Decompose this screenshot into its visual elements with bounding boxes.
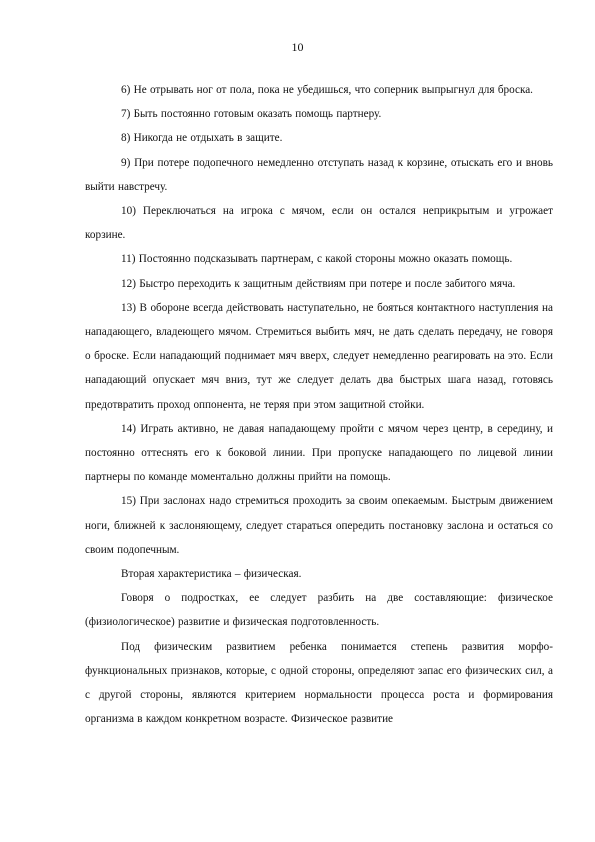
- paragraph-physical-development: Под физическим развитием ребенка понимается степень развития морфо-функциональных признаков, которые, с одной стороны, определяют запас его физических сил, а с другой стороны, являются критерием нормальности процесса роста и формирования организма в каждом конкретном возрасте. Физическое развитие: [85, 640, 553, 726]
- paragraph-teenagers: Говоря о подростках, ее следует разбить на две составляющие: физическое (физиологическое) развитие и физическая подготовленность.: [85, 592, 553, 629]
- paragraph-rule-12: 12) Быстро переходить к защитным действиям при потере и после забитого мяча.: [121, 277, 516, 290]
- paragraph-rule-15: 15) При заслонах надо стремиться проходить за своим опекаемым. Быстрым движением ноги, ближней к заслоняющему, следует стараться опередить постановку заслона и остаться со своим подопечным.: [85, 495, 553, 556]
- paragraph-rule-13: 13) В обороне всегда действовать наступательно, не бояться контактного наступления на нападающего, владеющего мячом. Стремиться выбить мяч, не дать сделать передачу, не говоря о броске. Если нападающий поднимает мяч вверх, следует немедленно реагировать на это. Если нападающий опускает мяч вниз, тут же следует делать два быстрых шага назад, готовясь предотвратить проход оппонента, не теряя при этом защитной стойки.: [85, 301, 553, 411]
- paragraph-second-characteristic: Вторая характеристика – физическая.: [121, 568, 302, 581]
- paragraph-rule-14: 14) Играть активно, не давая нападающему пройти с мячом через центр, в середину, и постоянно оттеснять его к боковой линии. При пропуске нападающего по лицевой линии партнеры по команде моментально должны прийти на помощь.: [85, 422, 553, 484]
- page-body: [85, 78, 553, 731]
- page-number: 10: [291, 40, 304, 54]
- paragraph-rule-7: 7) Быть постоянно готовым оказать помощь партнеру.: [121, 108, 382, 121]
- paragraph-rule-8: 8) Никогда не отдыхать в защите.: [121, 132, 283, 145]
- paragraph-rule-10: 10) Переключаться на игрока с мячом, если он остался неприкрытым и угрожает корзине.: [85, 205, 553, 242]
- paragraph-rule-11: 11) Постоянно подсказывать партнерам, с какой стороны можно оказать помощь.: [121, 253, 513, 266]
- paragraph-rule-6: 6) Не отрывать ног от пола, пока не убедишься, что соперник выпрыгнул для броска.: [121, 84, 533, 96]
- paragraph-rule-9: 9) При потере подопечного немедленно отступать назад к корзине, отыскать его и вновь выйти навстречу.: [85, 156, 553, 193]
